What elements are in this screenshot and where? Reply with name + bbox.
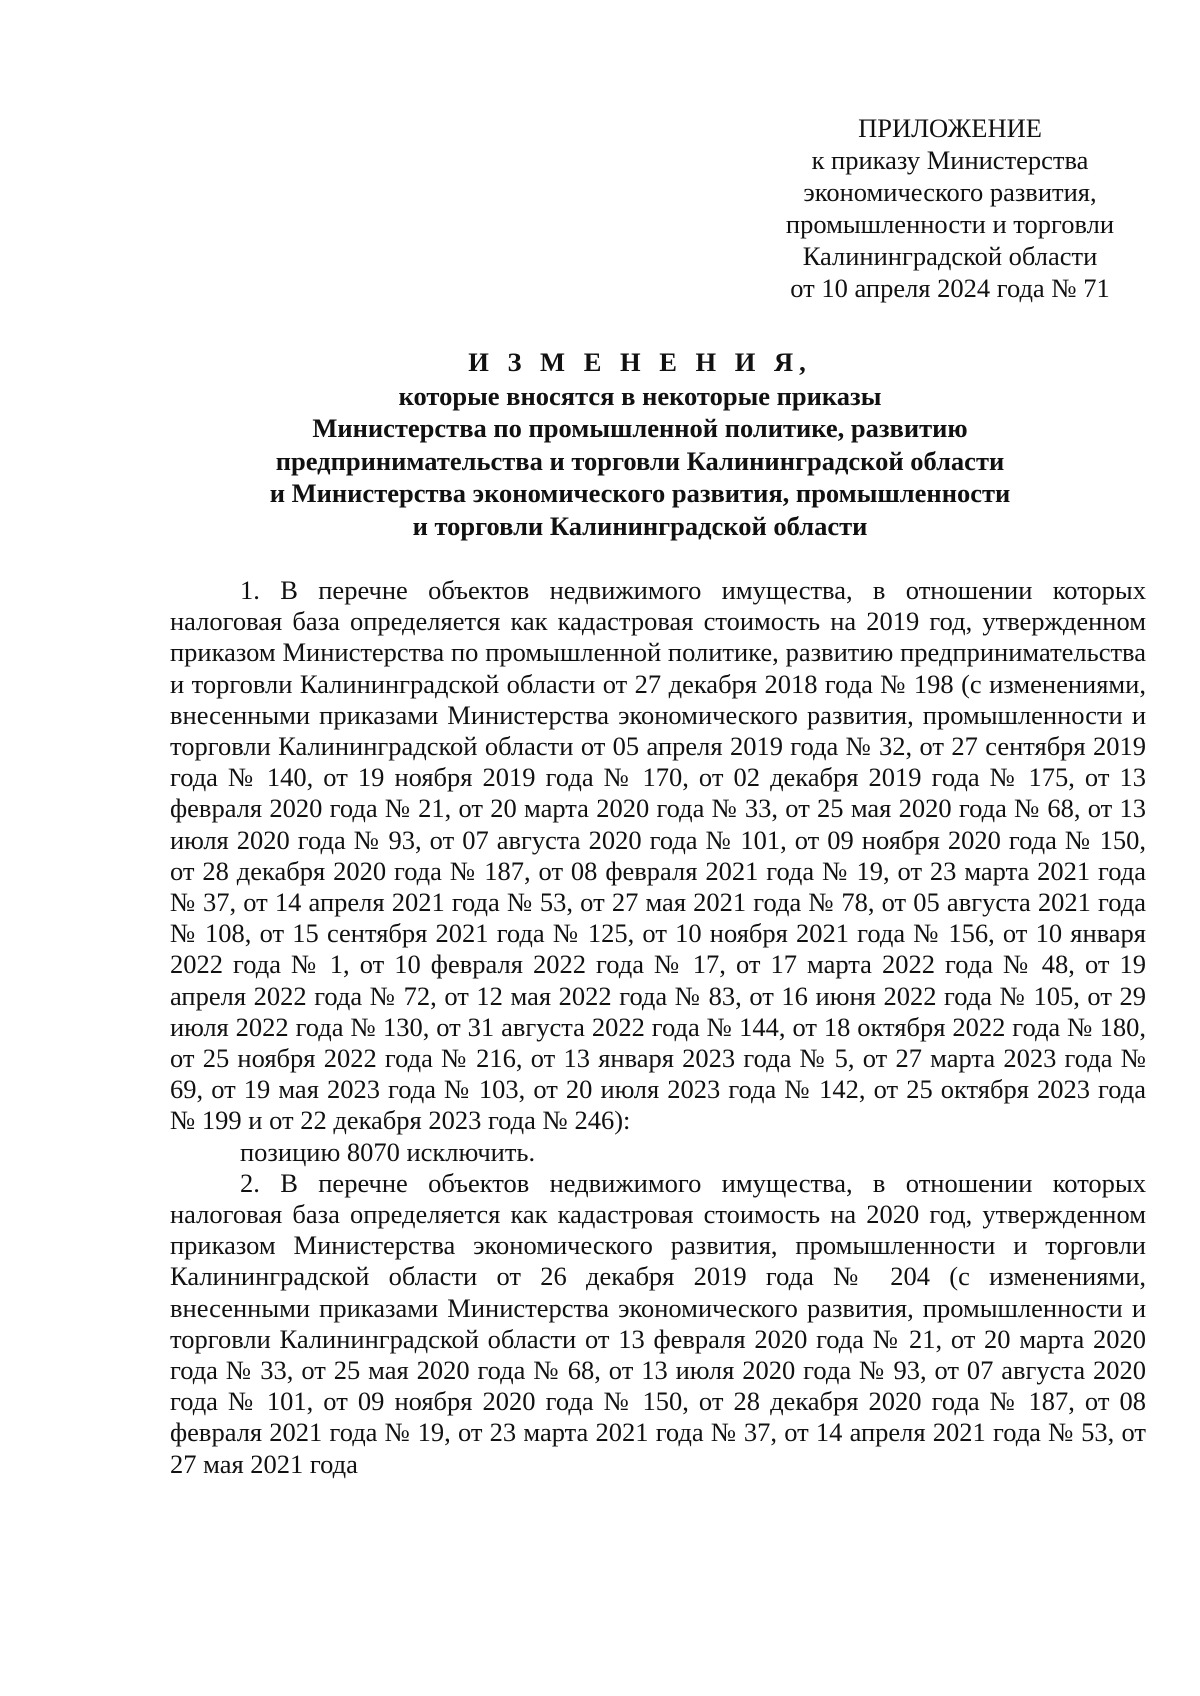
appendix-line: экономического развития, (803, 177, 1097, 207)
appendix-line: промышленности и торговли (785, 209, 1115, 239)
title-line: и Министерства экономического развития, промышленности (269, 478, 1011, 508)
title-heading: И З М Е Н Е Н И Я, (468, 347, 812, 377)
title-line: и торговли Калининградской области (412, 510, 868, 541)
document-body (170, 575, 1146, 1480)
paragraph-1: 1. В перечне объектов недвижимого имущества, в отношении которых налоговая база определяется как кадастровая стоимость на 2019 год, утвержденном приказом Министерства по промышленной политике, развитию предпринимательства и торговли Калининградской области от 27 декабря 2018 года № 198 (с изменениями, внесенными приказами Министерства экономического развития, промышленности и торговли Калининградской области от 05 апреля 2019 года № 32, от 27 сентября 2019 года № 140, от 19 ноября 2019 года № 170, от 02 декабря 2019 года № 175, от 13 февраля 2020 года № 21, от 20 марта 2020 года № 33, от 25 мая 2020 года № 68, от 13 июля 2020 года № 93, от 07 августа 2020 года № 101, от 09 ноября 2020 года № 150, от 28 декабря 2020 года № 187, от 08 февраля 2021 года № 19, от 23 марта 2021 года № 37, от 14 апреля 2021 года № 53, от 27 мая 2021 года № 78, от 05 августа 2021 года № 108, от 15 сентября 2021 года № 125, от 10 ноября 2021 года № 156, от 10 января 2022 года № 1, от 10 февраля 2022 года № 17, от 17 марта 2022 года № 48, от 19 апреля 2022 года № 72, от 12 мая 2022 года № 83, от 16 июня 2022 года № 105, от 29 июля 2022 года № 130, от 31 августа 2022 года № 144, от 18 октября 2022 года № 180, от 25 ноября 2022 года № 216, от 13 января 2023 года № 5, от 27 марта 2023 года № 69, от 19 мая 2023 года № 103, от 20 июля 2023 года № 142, от 25 октября 2023 года № 199 и от 22 декабря 2023 года № 246): (170, 575, 1146, 1136)
appendix-line: от 10 апреля 2024 года № 71 (790, 273, 1110, 303)
appendix-line: Калининградской области (802, 241, 1098, 271)
paragraph-2: 2. В перечне объектов недвижимого имущества, в отношении которых налоговая база определяется как кадастровая стоимость на 2020 год, утвержденном приказом Министерства экономического развития, промышленности и торговли Калининградской области от 26 декабря 2019 года № 204 (с изменениями, внесенными приказами Министерства экономического развития, промышленности и торговли Калининградской области от 13 февраля 2020 года № 21, от 20 марта 2020 года № 33, от 25 мая 2020 года № 68, от 13 июля 2020 года № 93, от 07 августа 2020 года № 101, от 09 ноября 2020 года № 150, от 28 декабря 2020 года № 187, от 08 февраля 2021 года № 19, от 23 марта 2021 года № 37, от 14 апреля 2021 года № 53, от 27 мая 2021 года (170, 1167, 1146, 1479)
title-line: предпринимательства и торговли Калининградской области (275, 445, 1005, 476)
paragraph-1-action: позицию 8070 исключить. (240, 1136, 536, 1167)
document-title (170, 346, 1110, 542)
appendix-header (760, 112, 1140, 304)
appendix-line: к приказу Министерства (811, 145, 1089, 175)
title-line: которые вносятся в некоторые приказы (398, 380, 882, 411)
appendix-line: ПРИЛОЖЕНИЕ (858, 113, 1042, 143)
title-line: Министерства по промышленной политике, развитию (312, 413, 968, 443)
